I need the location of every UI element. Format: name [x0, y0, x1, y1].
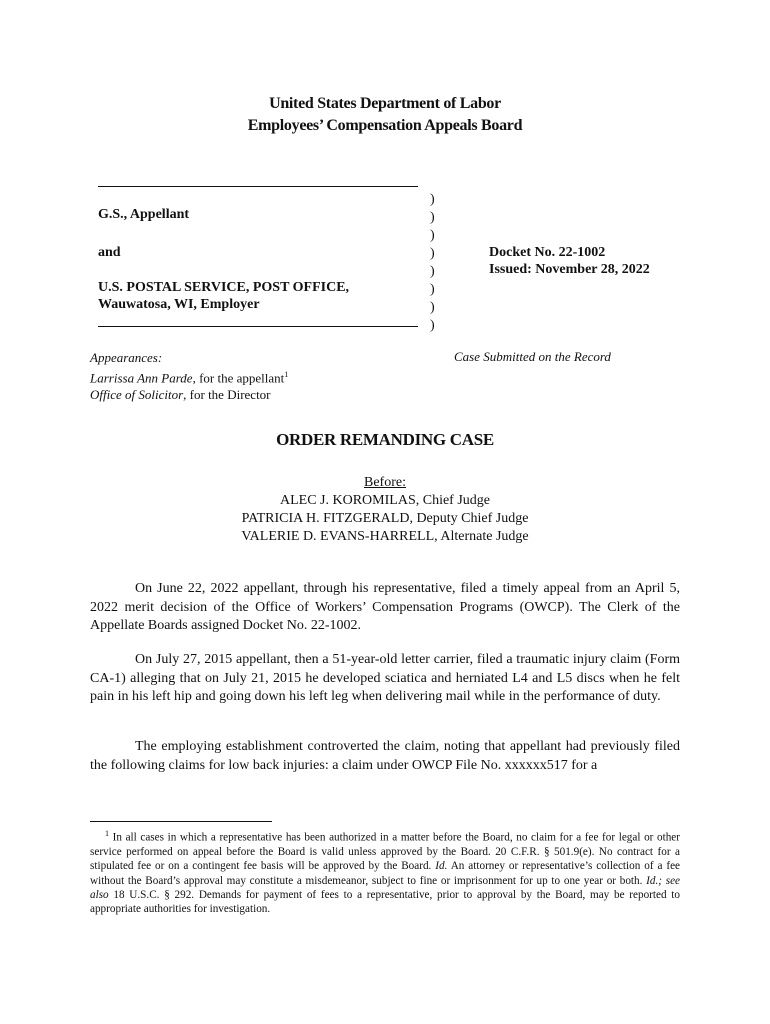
- footnote-number: 1: [105, 829, 109, 838]
- agency-title: United States Department of Labor: [269, 95, 501, 112]
- employer-line-1: U.S. POSTAL SERVICE, POST OFFICE,: [98, 280, 350, 295]
- appellant-representative: Larrissa Ann Parde: [90, 370, 193, 386]
- appellant-representative-role: , for the appellant: [192, 370, 285, 386]
- appearances-heading: Appearances:: [90, 350, 163, 365]
- director-representative-role: , for the Director: [183, 387, 271, 403]
- issued-date: Issued: November 28, 2022: [489, 262, 650, 277]
- order-title: ORDER REMANDING CASE: [276, 430, 494, 449]
- caption-paren: ): [430, 318, 435, 333]
- footnote-1: [90, 827, 680, 917]
- appearances-block: [90, 349, 288, 403]
- judge-line: VALERIE D. EVANS-HARRELL, Alternate Judge: [241, 529, 529, 544]
- footnote-text-a: In all cases in which a representative has been authorized in a matter before the Board, no claim for a fee for legal or other service performed on appeal before the Board is valid unless approved by the Board. 20 C.F.R. § 501.9(e). No contract for a stipulated fee or on a contingent fee basis will be approved by the Board.: [90, 831, 681, 873]
- caption-and: and: [98, 245, 121, 260]
- body-paragraph-3: The employing establishment controverted the claim, noting that appellant had previously filed the following claims for low back injuries: a claim under OWCP File No. xxxxxx517 for a: [90, 739, 680, 773]
- judge-line: ALEC J. KOROMILAS, Chief Judge: [280, 493, 490, 508]
- caption-paren: ): [430, 300, 435, 315]
- caption-parentheses: [430, 191, 444, 335]
- footnote-reference: 1: [284, 370, 289, 379]
- caption-paren: ): [430, 264, 435, 279]
- panel-block: [0, 474, 770, 546]
- footnote-text-b: An attorney or representative’s collection of a fee without the Board’s approval may constitute a misdemeanor, subject to fine or imprisonment for up to one year or both.: [90, 860, 681, 887]
- footnote-id-see-also: Id.; see also: [90, 874, 681, 901]
- board-title: Employees’ Compensation Appeals Board: [247, 117, 523, 134]
- caption-top-rule: [98, 186, 418, 187]
- body-paragraph-2: On July 27, 2015 appellant, then a 51-year-old letter carrier, filed a traumatic injury claim (Form CA-1) alleging that on July 21, 2015 he developed sciatica and herniated L4 and L5 discs when he felt pain in his left hip and going down his left leg when delivering mail while in the performance of duty.: [90, 652, 680, 704]
- case-submitted-note: Case Submitted on the Record: [454, 349, 611, 364]
- caption-paren: ): [430, 228, 435, 243]
- caption-bottom-rule: [98, 326, 418, 327]
- caption-paren: ): [430, 282, 435, 297]
- before-label: Before:: [364, 475, 406, 490]
- caption-paren: ): [430, 246, 435, 261]
- footnote-separator: [90, 821, 272, 822]
- docket-number: Docket No. 22-1002: [489, 245, 606, 260]
- caption-paren: ): [430, 192, 435, 207]
- body-paragraph-1: On June 22, 2022 appellant, through his representative, filed a timely appeal from an April 5, 2022 merit decision of the Office of Workers’ Compensation Programs (OWCP). The Clerk of the Appellate Boards assigned Docket No. 22-1002.: [90, 581, 680, 633]
- footnote-id-cite: Id.: [435, 860, 448, 873]
- employer-line-2: Wauwatosa, WI, Employer: [98, 297, 260, 312]
- caption-paren: ): [430, 210, 435, 225]
- director-representative: Office of Solicitor: [90, 387, 184, 403]
- appellant-name: G.S., Appellant: [98, 207, 190, 222]
- judge-line: PATRICIA H. FITZGERALD, Deputy Chief Judge: [241, 511, 529, 526]
- footnote-text-c: 18 U.S.C. § 292. Demands for payment of fees to a representative, prior to approval by the Board, may be reported to appropriate authorities for investigation.: [90, 888, 680, 916]
